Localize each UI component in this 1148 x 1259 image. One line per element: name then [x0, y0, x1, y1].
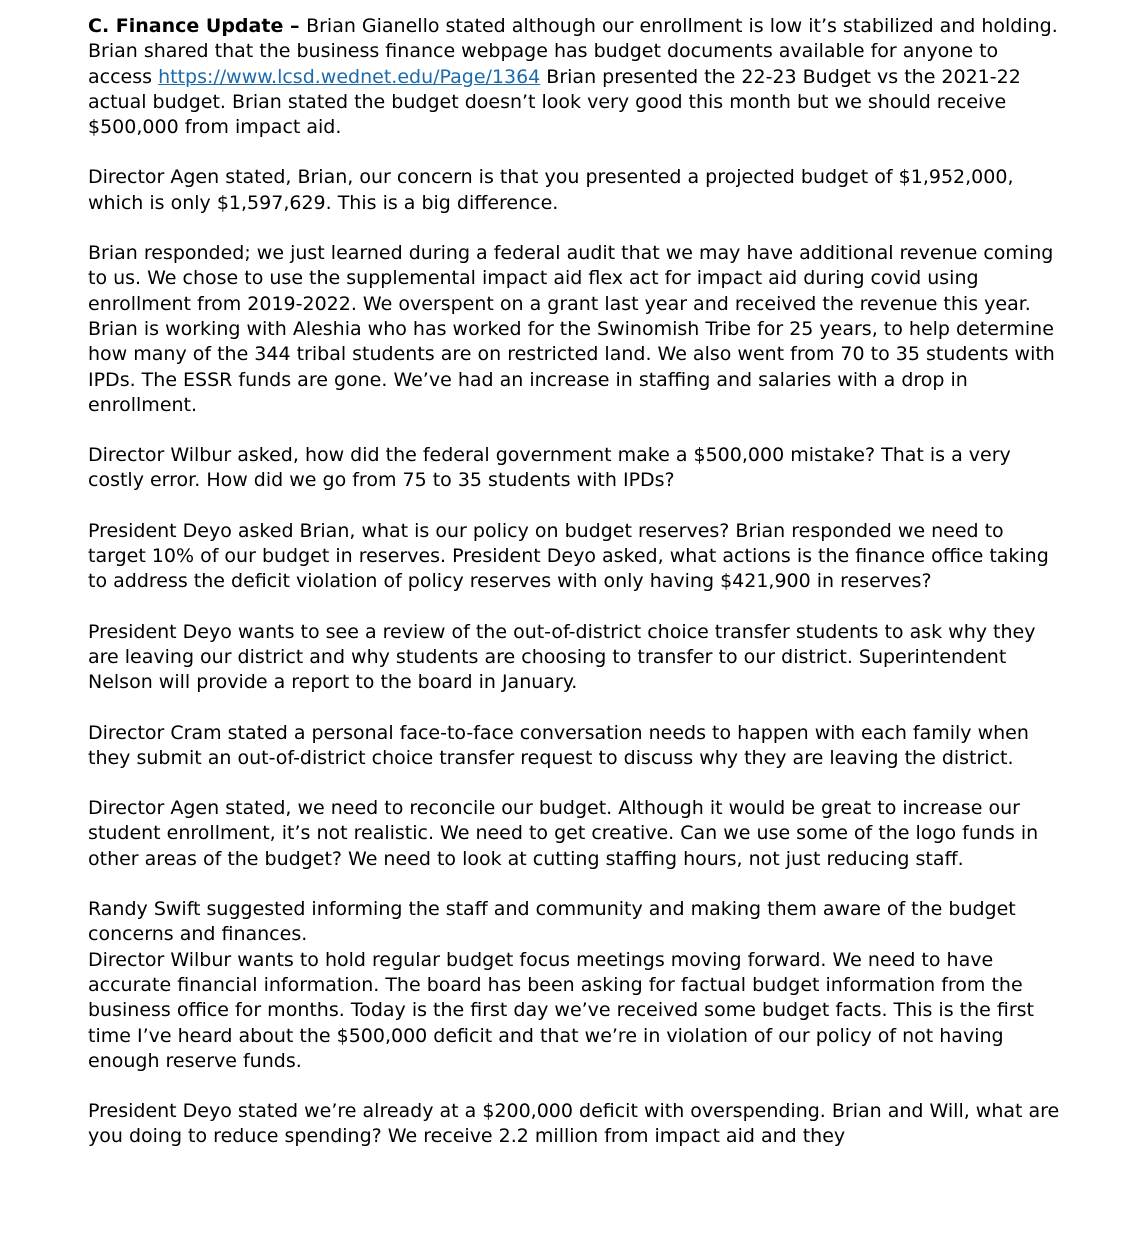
- section-heading: C. Finance Update –: [88, 15, 307, 37]
- paragraph-deyo-deficit: President Deyo stated we’re already at a $200,000 deficit with overspending. Brian and Will, what are you doing to reduce spending? We receive 2.2 million from impact aid and they: [88, 1100, 1060, 1148]
- paragraph-cram-conversation: Director Cram stated a personal face-to-face conversation needs to happen with each family when they submit an out-of-district choice transfer request to discuss why they are leaving the district.: [88, 721, 1029, 769]
- paragraph-deyo-transfers: President Deyo wants to see a review of the out-of-district choice transfer students to ask why they are leaving our district and why students are choosing to transfer to our district. Superintendent Nelson will provide a report to the board in January.: [88, 620, 1036, 694]
- paragraph-deyo-reserves: President Deyo asked Brian, what is our policy on budget reserves? Brian responded we need to target 10% of our budget in reserves. President Deyo asked, what actions is the finance office taking to address the deficit violation of policy reserves with only having $421,900 in reserves?: [88, 519, 1049, 593]
- paragraph-wilbur-question: Director Wilbur asked, how did the federal government make a $500,000 mistake? That is a very costly error. How did we go from 75 to 35 students with IPDs?: [88, 444, 1011, 492]
- paragraph-swift-suggestion: Randy Swift suggested informing the staff and community and making them aware of the budget concerns and finances.: [88, 898, 1016, 946]
- paragraph-wilbur-meetings: Director Wilbur wants to hold regular budget focus meetings moving forward. We need to have accurate financial information. The board has been asking for factual budget information from the business office for months. Today is the first day we’ve received some budget facts. This is the first time I’ve heard about the $500,000 deficit and that we’re in violation of our policy of not having enough reserve funds.: [88, 948, 1034, 1072]
- paragraph-agen-concern: Director Agen stated, Brian, our concern is that you presented a projected budget of $1,952,000, which is only $1,597,629. This is a big difference.: [88, 166, 1014, 214]
- finance-update-text-after-link: Brian presented the 22-23 Budget vs the 2021-22 actual budget. Brian stated the budget doesn’t look very good this month but we should receive $500,000 from impact aid.: [88, 65, 1021, 139]
- budget-documents-link[interactable]: https://www.lcsd.wednet.edu/Page/1364: [158, 65, 541, 88]
- paragraph-agen-reconcile: Director Agen stated, we need to reconcile our budget. Although it would be great to increase our student enrollment, it’s not realistic. We need to get creative. Can we use some of the logo funds in other areas of the budget? We need to look at cutting staffing hours, not just reducing staff.: [88, 797, 1039, 870]
- paragraph-finance-update: [88, 14, 1064, 140]
- paragraph-brian-response: Brian responded; we just learned during a federal audit that we may have additional revenue coming to us. We chose to use the supplemental impact aid flex act for impact aid during covid using enrollment from 2019-2022. We overspent on a grant last year and received the revenue this year. Brian is working with Aleshia who has worked for the Swinomish Tribe for 25 years, to help determine how many of the 344 tribal students are on restricted land. We also went from 70 to 35 students with IPDs. The ESSR funds are gone. We’ve had an increase in staffing and salaries with a drop in enrollment.: [88, 242, 1055, 416]
- finance-update-text-before-link: Brian Gianello stated although our enrollment is low it’s stabilized and holding. Brian shared that the business finance webpage has budget documents available for anyone to access: [88, 15, 1058, 88]
